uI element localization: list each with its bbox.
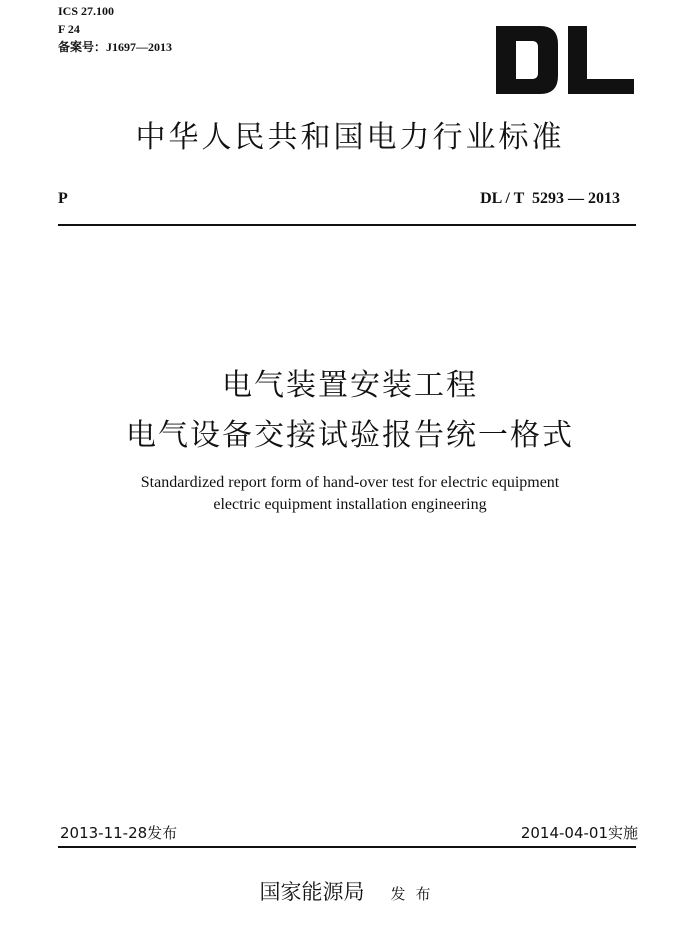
classification-code: F 24: [58, 22, 80, 36]
logo-letter-d: [496, 26, 558, 94]
dl-logo: [496, 26, 634, 94]
filing-number: 备案号：J1697—2013: [58, 40, 173, 54]
publisher-name: 国家能源局: [259, 880, 365, 904]
footer-divider: [58, 846, 636, 848]
title-en-line-2: electric equipment installation engineering: [213, 496, 487, 513]
standard-number: DL / T 5293 — 2013: [480, 190, 620, 207]
title-cn-line-1: 电气装置安装工程: [222, 368, 478, 403]
standard-name: 中华人民共和国电力行业标准: [135, 120, 565, 155]
title-cn-line-2: 电气设备交接试验报告统一格式: [126, 418, 574, 453]
implementation-date: 2014-04-01实施: [520, 824, 638, 842]
header-divider: [58, 224, 636, 226]
ics-code: ICS 27.100: [58, 4, 115, 18]
logo-letter-l: [568, 26, 634, 94]
class-code: P: [58, 190, 68, 207]
publisher-line: [0, 876, 700, 906]
publisher-action: 发布: [390, 885, 441, 903]
title-en-line-1: Standardized report form of hand-over test for electric equipment: [140, 474, 560, 491]
issue-date: 2013-11-28发布: [60, 824, 178, 842]
